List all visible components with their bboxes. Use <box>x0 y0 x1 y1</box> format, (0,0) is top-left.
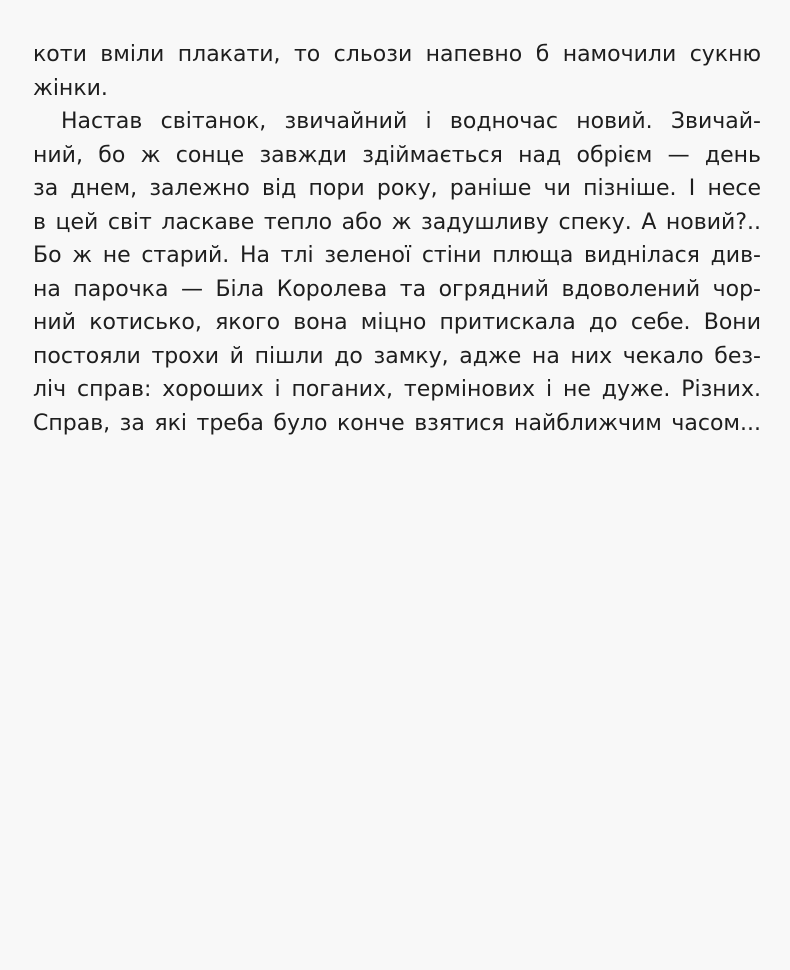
text-line: ний, бо ж сонце завжди здіймається над обрієм — день <box>33 142 761 168</box>
text-line: Справ, за які треба було конче взятися найближчим часом... <box>33 410 761 436</box>
text-line: в цей світ ласкаве тепло або ж задушливу спеку. А новий?.. <box>33 209 761 235</box>
paragraph-first-line: Настав світанок, звичайний і водночас новий. Звичай- <box>61 109 761 134</box>
text-line: жінки. <box>33 75 108 101</box>
text-line: на парочка — Біла Королева та огрядний вдоволений чор- <box>33 276 761 302</box>
page-text <box>33 38 761 440</box>
text-line: ліч справ: хороших і поганих, термінових і не дуже. Різних. <box>33 377 761 402</box>
text-line: коти вміли плакати, то сльози напевно б намочили сукню <box>33 42 761 67</box>
text-line: постояли трохи й пішли до замку, адже на них чекало без- <box>33 343 761 369</box>
text-line: Бо ж не старий. На тлі зеленої стіни плюща виднілася див- <box>33 243 761 268</box>
text-line: ний котисько, якого вона міцно притискала до себе. Вони <box>33 310 761 335</box>
text-line: за днем, залежно від пори року, раніше чи пізніше. І несе <box>33 176 761 201</box>
